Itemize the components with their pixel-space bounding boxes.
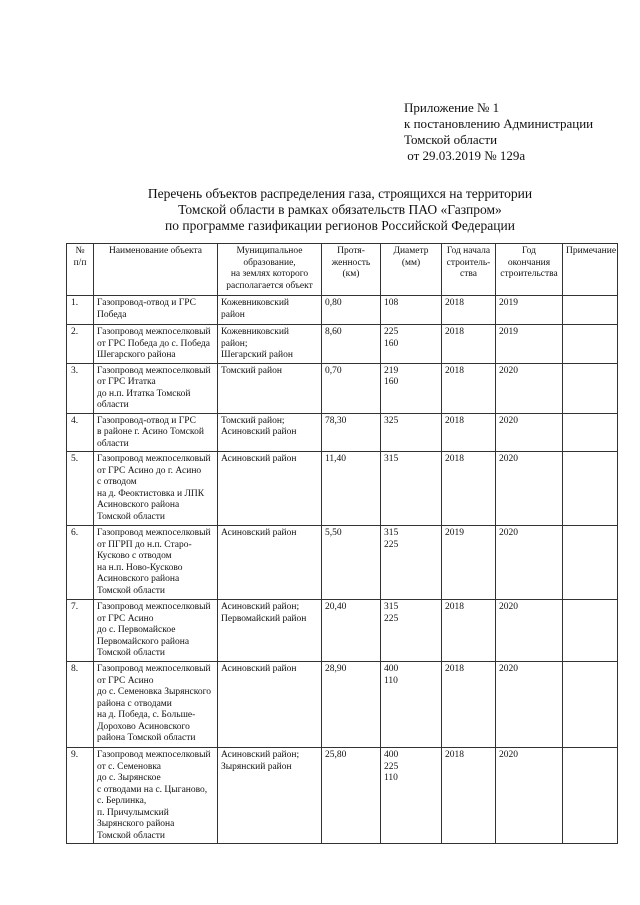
start-year-cell: 2018 [442,452,496,526]
header-object-name [94,244,218,296]
header-text: ства [460,269,477,279]
object-name-line: Кусково с отводом [97,551,172,561]
object-name-line: Газопровод межпоселковый [97,664,211,674]
object-name-line: области [97,400,129,410]
end-year-cell: 2020 [496,662,563,748]
table-row [67,363,618,413]
header-text: Муниципальное [236,246,303,256]
object-name-cell [94,748,218,844]
end-year-cell: 2020 [496,600,563,662]
title-line: Томской области в рамках обязательств ПАО «Газпром» [178,202,502,217]
length-cell: 20,40 [322,600,381,662]
header-text: Диаметр [393,246,429,256]
municipality-cell [218,363,322,413]
start-year-cell: 2018 [442,413,496,452]
object-name-line: Газопровод межпоселковый [97,454,211,464]
row-number: 8. [67,662,94,748]
object-name-line: Зырянского района [97,819,175,829]
object-name-line: на д. Победа, с. Больше- [97,710,196,720]
object-name-line: Томской области [97,585,165,596]
object-name-line: с отводами на с. Цыганово, [97,784,208,795]
end-year-cell: 2020 [496,363,563,413]
object-name-line: до с. Первомайское [97,625,176,635]
municipality-line: Кожевниковский [221,298,289,308]
table-row [67,600,618,662]
header-text: п/п [73,257,87,268]
length-cell: 0,70 [322,363,381,413]
length-cell: 8,60 [322,325,381,364]
diameter-line: 225 [384,613,399,624]
length-cell: 25,80 [322,748,381,844]
object-name-cell [94,363,218,413]
object-name-line: от с. Семеновка [97,761,162,772]
object-name-line: Томской области [97,511,165,522]
object-name-line: до с. Семеновка Зырянского [97,687,212,697]
header-end-year [496,244,563,296]
object-name-line: Газопровод межпоселковый [97,602,211,612]
diameter-line: 108 [384,298,399,308]
object-name-cell [94,325,218,364]
municipality-line: Шегарский район [221,350,293,360]
note-cell [563,363,618,413]
length-cell: 0,80 [322,296,381,325]
object-name-line: п. Причулымский [97,807,169,818]
diameter-cell [381,526,442,600]
municipality-line: Томский район [221,365,282,376]
object-name-line: от ГРС Победа до с. Победа [97,338,210,349]
diameter-cell [381,748,442,844]
header-note [563,244,618,296]
object-name-line: Газопровод межпоселковый [97,327,211,337]
object-name-line: Асиновского района [97,574,180,584]
appendix-line: от 29.03.2019 № 129а [404,148,526,163]
start-year-cell: 2018 [442,363,496,413]
row-number: 2. [67,325,94,364]
header-text: на землях которого [230,269,309,279]
header-text: (км) [342,269,360,279]
object-name-line: Газопровод-отвод и ГРС [97,415,196,426]
header-text: образование, [243,257,296,268]
start-year-cell: 2018 [442,600,496,662]
diameter-line: 225 [384,761,399,772]
end-year-cell: 2020 [496,413,563,452]
appendix-block [404,100,593,164]
municipality-cell [218,662,322,748]
row-number: 1. [67,296,94,325]
row-number: 6. [67,526,94,600]
object-name-line: района с отводами [97,698,172,709]
municipality-line: Асиновский район [221,528,297,538]
length-cell: 78,30 [322,413,381,452]
object-name-line: в районе г. Асино Томской [97,427,204,437]
end-year-cell: 2019 [496,296,563,325]
table-row [67,413,618,452]
municipality-line: Асиновский район; [221,750,300,760]
end-year-cell: 2020 [496,526,563,600]
title-line: Перечень объектов распределения газа, строящихся на территории [147,186,533,201]
municipality-line: Кожевниковский [221,327,289,337]
municipality-cell [218,296,322,325]
start-year-cell: 2018 [442,325,496,364]
note-cell [563,600,618,662]
header-text: Год [522,246,536,256]
object-name-line: Дорохово Асиновского [97,721,190,732]
object-name-line: до н.п. Итатка Томской [97,388,191,399]
object-name-line: с. Берлинка, [97,796,147,806]
diameter-cell [381,325,442,364]
header-text: располагается объект [226,280,313,291]
object-name-line: от ГРС Асино [97,675,154,686]
object-name-line: области [97,438,129,449]
header-text: (мм) [401,257,421,268]
object-name-line: Томской области [97,830,165,841]
object-name-line: Победа [97,309,127,320]
object-name-line: Шегарского района [97,350,176,360]
start-year-cell: 2018 [442,296,496,325]
length-cell: 28,90 [322,662,381,748]
start-year-cell: 2019 [442,526,496,600]
table-row [67,526,618,600]
object-name-line: Газопровод межпоселковый [97,750,211,760]
header-number [67,244,94,296]
objects-table [66,243,618,844]
municipality-line: район; [221,338,248,349]
object-name-line: от ПГРП до н.п. Старо- [97,539,192,550]
object-name-line: на н.п. Ново-Кусково [97,562,183,573]
diameter-cell [381,413,442,452]
municipality-cell [218,452,322,526]
diameter-cell [381,296,442,325]
length-cell: 5,50 [322,526,381,600]
row-number: 7. [67,600,94,662]
appendix-line: Приложение № 1 [404,100,500,115]
row-number: 5. [67,452,94,526]
row-number: 3. [67,363,94,413]
row-number: 9. [67,748,94,844]
table-header-row [67,244,618,296]
diameter-line: 110 [384,773,398,783]
header-diameter [381,244,442,296]
diameter-line: 160 [384,377,399,387]
header-text: Протя- [337,246,365,256]
municipality-line: Зырянский район [221,761,292,772]
diameter-line: 400 [384,664,399,674]
object-name-line: от ГРС Асино [97,613,154,624]
municipality-line: район [221,309,245,320]
start-year-cell: 2018 [442,748,496,844]
object-name-cell [94,296,218,325]
object-name-line: на д. Феоктистовка и ЛПК [97,488,205,499]
object-name-cell [94,600,218,662]
object-name-line: Газопровод-отвод и ГРС [97,298,196,308]
diameter-line: 219 [384,365,399,376]
object-name-line: Томской области [97,648,165,658]
header-text: окончания [507,257,551,268]
object-name-cell [94,526,218,600]
object-name-cell [94,452,218,526]
municipality-cell [218,413,322,452]
table-row [67,748,618,844]
appendix-line: Томской области [404,132,498,147]
municipality-line: Асиновский район [221,427,297,437]
object-name-line: района Томской области [97,733,196,743]
table-row [67,296,618,325]
end-year-cell: 2019 [496,325,563,364]
object-name-line: Газопровод межпоселковый [97,528,211,538]
municipality-line: Асиновский район [221,454,297,464]
note-cell [563,413,618,452]
diameter-line: 225 [384,539,399,550]
municipality-line: Первомайский район [221,613,307,624]
note-cell [563,325,618,364]
header-text: строитель- [446,257,491,268]
municipality-line: Асиновский район [221,664,297,674]
header-text: строительства [500,269,558,279]
appendix-line: к постановлению Администрации [404,116,594,131]
municipality-cell [218,325,322,364]
note-cell [563,452,618,526]
header-text: Год начала [446,246,491,256]
end-year-cell: 2020 [496,748,563,844]
object-name-cell [94,662,218,748]
object-name-line: до с. Зырянское [97,773,161,783]
municipality-line: Томский район; [221,415,285,426]
note-cell [563,662,618,748]
start-year-cell: 2018 [442,662,496,748]
diameter-line: 225 [384,327,399,337]
object-name-line: Первомайского района [97,636,190,647]
municipality-cell [218,748,322,844]
title-line: по программе газификации регионов Российской Федерации [165,218,515,233]
municipality-line: Асиновский район; [221,602,300,612]
length-cell: 11,40 [322,452,381,526]
diameter-cell [381,363,442,413]
header-start-year [442,244,496,296]
document-title [60,186,620,234]
row-number: 4. [67,413,94,452]
object-name-line: Газопровод межпоселковый [97,365,211,376]
diameter-line: 160 [384,338,399,349]
header-text: женность [331,257,371,268]
diameter-line: 315 [384,454,399,464]
table-row [67,662,618,748]
header-length [322,244,381,296]
object-name-line: от ГРС Итатка [97,377,156,387]
note-cell [563,748,618,844]
table-row [67,452,618,526]
note-cell [563,526,618,600]
diameter-line: 325 [384,415,399,426]
municipality-cell [218,526,322,600]
municipality-cell [218,600,322,662]
header-municipality [218,244,322,296]
diameter-cell [381,600,442,662]
header-text: Наименование объекта [108,246,202,256]
header-text: Примечание [566,246,617,256]
object-name-line: Асиновского района [97,500,180,510]
object-name-line: от ГРС Асино до г. Асино [97,465,202,476]
diameter-line: 110 [384,675,398,686]
diameter-line: 400 [384,750,399,760]
object-name-cell [94,413,218,452]
diameter-cell [381,662,442,748]
diameter-line: 315 [384,528,399,538]
table-row [67,325,618,364]
table-body [67,296,618,844]
object-name-line: с отводом [97,477,137,487]
diameter-cell [381,452,442,526]
end-year-cell: 2020 [496,452,563,526]
note-cell [563,296,618,325]
diameter-line: 315 [384,602,399,612]
header-text: № [75,246,85,256]
